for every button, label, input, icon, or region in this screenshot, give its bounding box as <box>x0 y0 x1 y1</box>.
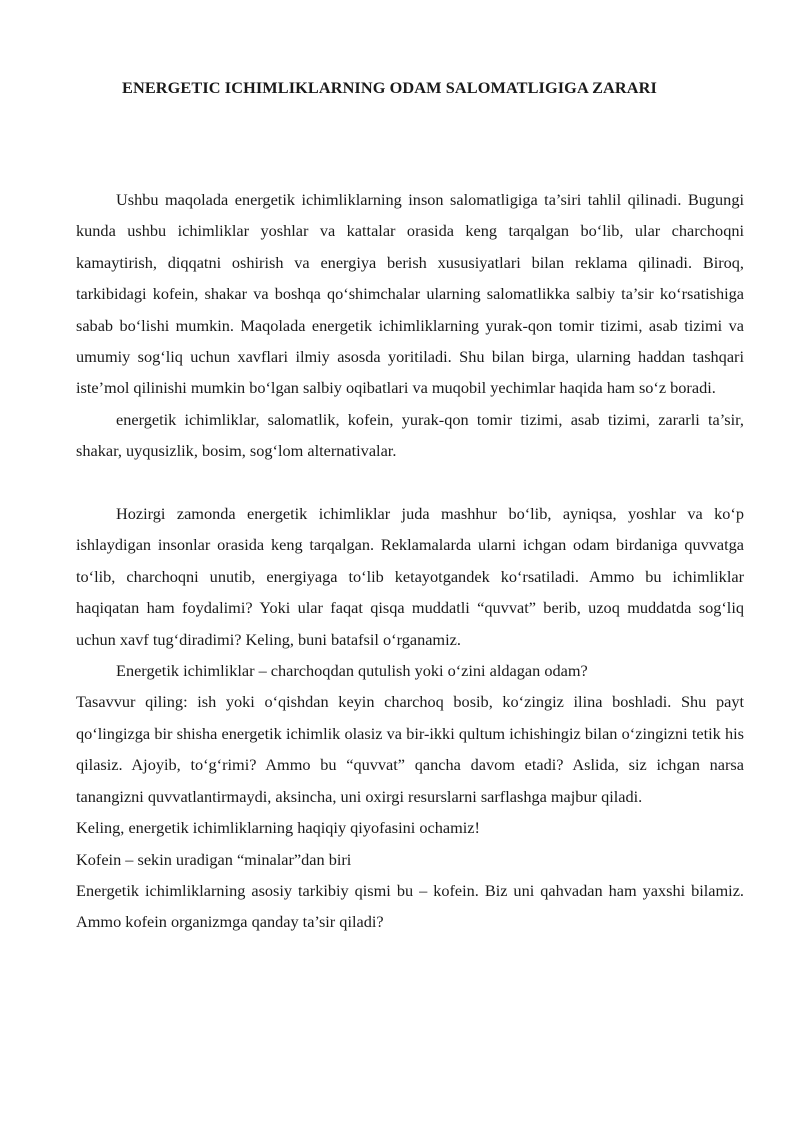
section-heading: Energetik ichimliklar – charchoqdan qutulish yoki o‘zini aldagan odam? <box>116 661 588 681</box>
keywords-paragraph: energetik ichimliklar, salomatlik, kofein, yurak-qon tomir tizimi, asab tizimi, zararli ta’sir, shakar, uyqusizlik, bosim, sog‘lom alternativalar. <box>76 409 744 461</box>
abstract-paragraph: Ushbu maqolada energetik ichimliklarning inson salomatligiga ta’siri tahlil qilinadi. Bugungi kunda ushbu ichimliklar yoshlar va kattalar orasida keng tarqalgan bo‘lib, ular charchoqni kamaytirish, diqqatni oshirish va energiya berish xususiyatlari bilan reklama qilinadi. Biroq, tarkibidagi kofein, shakar va boshqa qo‘shimchalar ularning salomatlikka salbiy ta’sir ko‘rsatishiga sabab bo‘lishi mumkin. Maqolada energetik ichimliklarning yurak-qon tomir tizimi, asab tizimi va umumiy sog‘liq uchun xavflari ilmiy asosda yoritiladi. Shu bilan birga, ularning haddan tashqari iste’mol qilinishi mumkin bo‘lgan salbiy oqibatlari va muqobil yechimlar haqida ham so‘z boradi. <box>76 190 744 398</box>
call-to-action-line: Keling, energetik ichimliklarning haqiqiy qiyofasini ochamiz! <box>76 818 480 838</box>
section-paragraph: Tasavvur qiling: ish yoki o‘qishdan keyin charchoq bosib, ko‘zingiz ilina boshladi. Shu payt qo‘lingizga bir shisha energetik ichimlik olasiz va bir-ikki qultum ichishingiz bilan o‘zingizni tetik his qilasiz. Ajoyib, to‘g‘rimi? Ammo bu “quvvat” qancha davom etadi? Aslida, siz ichgan narsa tanangizni quvvatlantirmaydi, aksincha, uni oxirgi resurslarni sarflashga majbur qiladi. <box>76 692 744 806</box>
article-title: ENERGETIC ICHIMLIKLARNING ODAM SALOMATLIGIGA ZARARI <box>122 78 657 97</box>
paragraph-spacer <box>76 467 744 498</box>
article-body <box>76 184 744 938</box>
kofein-paragraph: Energetik ichimliklarning asosiy tarkibiy qismi bu – kofein. Biz uni qahvadan ham yaxshi bilamiz. Ammo kofein organizmga qanday ta’sir qiladi? <box>76 880 744 932</box>
kofein-subheading: Kofein – sekin uradigan “minalar”dan biri <box>76 849 352 869</box>
intro-paragraph: Hozirgi zamonda energetik ichimliklar juda mashhur bo‘lib, ayniqsa, yoshlar va ko‘p ishlaydigan insonlar orasida keng tarqalgan. Reklamalarda ularni ichgan odam birdaniga quvvatga to‘lib, charchoqni unutib, energiyaga to‘lib ketayotgandek ko‘rsatiladi. Ammo bu ichimliklar haqiqatan ham foydalimi? Yoki ular faqat qisqa muddatli “quvvat” berib, uzoq muddatda sog‘liq uchun xavf tug‘diradimi? Keling, buni batafsil o‘rganamiz. <box>76 504 744 649</box>
